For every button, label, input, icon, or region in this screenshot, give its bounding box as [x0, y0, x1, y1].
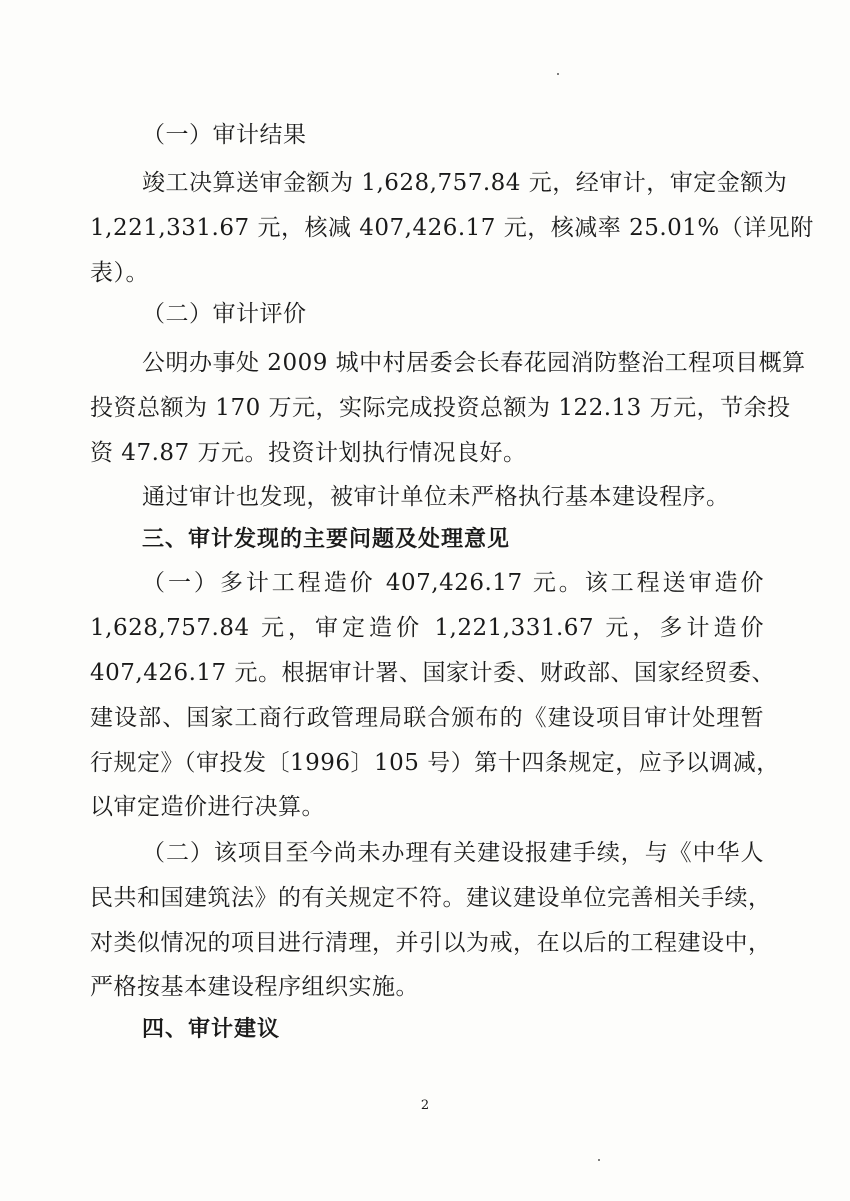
issue-two-line-4: 严格按基本建设程序组织实施。: [90, 974, 419, 1000]
scan-speck: [557, 73, 559, 75]
issue-one-line-4: 建设部、国家工商行政管理局联合颁布的《建设项目审计处理暂: [90, 705, 764, 731]
issue-one-line-1: （一）多计工程造价 407,426.17 元。该工程送审造价: [142, 570, 764, 596]
audit-evaluation-line-1: 公明办事处 2009 城中村居委会长春花园消防整治工程项目概算: [142, 350, 806, 376]
issue-two-line-3: 对类似情况的项目进行清理，并引以为戒，在以后的工程建设中，: [90, 930, 772, 956]
issue-two-line-1: （二）该项目至今尚未办理有关建设报建手续，与《中华人: [142, 840, 764, 866]
audit-result-line-1: 竣工决算送审金额为 1,628,757.84 元，经审计，审定金额为: [142, 170, 788, 196]
page-number: 2: [420, 1098, 430, 1113]
issue-two-line-2: 民共和国建筑法》的有关规定不符。建议建设单位完善相关手续，: [90, 885, 772, 911]
issue-one-line-6: 以审定造价进行决算。: [90, 794, 325, 820]
main-issues-heading: 三、审计发现的主要问题及处理意见: [142, 527, 511, 552]
audit-evaluation-line-2: 投资总额为 170 万元，实际完成投资总额为 122.13 万元，节余投: [90, 395, 791, 421]
scan-speck: [598, 1159, 600, 1161]
issue-one-line-2: 1,628,757.84 元，审定造价 1,221,331.67 元，多计造价: [90, 615, 764, 641]
issue-one-line-5: 行规定》（审投发〔1996〕105 号）第十四条规定，应予以调减，: [90, 750, 780, 776]
issue-one-line-3: 407,426.17 元。根据审计署、国家计委、财政部、国家经贸委、: [90, 660, 775, 686]
recommendations-heading: 四、审计建议: [142, 1017, 281, 1042]
audit-evaluation-heading: （二）审计评价: [142, 301, 307, 327]
audit-evaluation-line-4: 通过审计也发现，被审计单位未严格执行基本建设程序。: [142, 484, 730, 510]
audit-result-line-3: 表）。: [90, 260, 149, 286]
audit-result-heading: （一）审计结果: [142, 122, 307, 148]
audit-result-line-2: 1,221,331.67 元，核减 407,426.17 元，核减率 25.01%（详见附: [90, 215, 814, 241]
audit-evaluation-line-3: 资 47.87 万元。投资计划执行情况良好。: [90, 440, 527, 466]
